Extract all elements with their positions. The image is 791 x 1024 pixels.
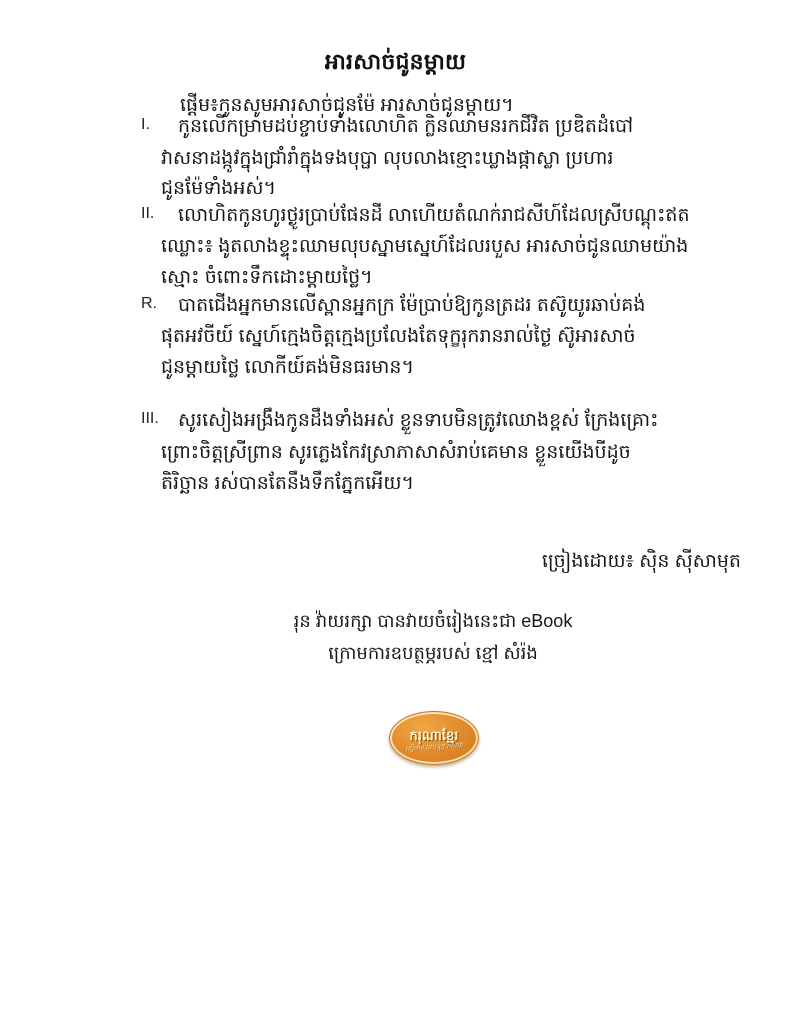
verse-line: លោហិតកូនហូរថ្ងូរប្រាប់ផែនដី លាហើយតំណក់រាជសីហ៍ដែលស្រីបណ្ដុះឥត bbox=[178, 205, 690, 226]
logo-tagline-text: ស្មើចាត ដោះទុក្ខ កសាង bbox=[405, 741, 463, 753]
typist-credit: រុន វ៉ាយរក្សា បានវាយចំរៀងនេះជា eBook bbox=[293, 611, 573, 631]
publisher-logo bbox=[389, 711, 479, 765]
document-title: អារសាច់ជូនម្ដាយ bbox=[324, 49, 467, 74]
verse-line: តិរិច្ឆាន រស់បានតែនឹងទឹកភ្នែកអើយ។ bbox=[161, 473, 414, 494]
singer-credit: ច្រៀងដោយ៖ ស៊ិន ស៊ីសាមុត bbox=[541, 551, 741, 572]
verse-line: ស្មោះ ចំពោះទឹកដោះម្ដាយថ្លៃ។ bbox=[161, 267, 373, 288]
verse-line: បាតជើងអ្នកមានលើស្ពានអ្នកក្រ ម៉ែប្រាប់ឱ្យកូនត្រដរ តស៊ូយូរឆាប់គង់ bbox=[178, 295, 646, 316]
verse-line: សូរសៀងអង្រឹងកូនដឹងទាំងអស់ ខ្លួនទាបមិនត្រូវឈោងខ្ពស់ ក្រែងគ្រោះ bbox=[178, 410, 659, 431]
verse-marker: III. bbox=[141, 410, 159, 427]
verse-line: ផុតអវចីយ៍ ស្នេហ៍ក្មេងចិត្តក្មេងប្រលែងតែទុក្ខរុករានរាល់ថ្ងៃ ស៊ូអារសាច់ bbox=[161, 326, 636, 347]
verse-line: ឈ្លោះ៖ ងូតលាងខ្ទុះឈាមលុបស្នាមស្នេហ៍ដែលរបួស អារសាច់ជូនឈាមយ៉ាង bbox=[161, 236, 689, 257]
verse-marker: I. bbox=[141, 116, 150, 133]
verse-line: កូនលើកម្រាមដប់ខ្ចាប់ទាំងលោហិត ក្លិនឈាមនរកជីវិត ប្រឌិតដំបៅ bbox=[178, 116, 634, 137]
verse-marker: II. bbox=[141, 205, 155, 222]
verse-line: វាសនាដង្កូវក្នុងជ្រាំរាំក្នុងទងបុប្ផា លុបលាងខ្មោះឃ្លាងផ្កាស្លា ប្រហារ bbox=[161, 148, 614, 169]
logo-name-text: ករុណាខ្មែរ bbox=[409, 727, 459, 743]
verse-line: ជូនម៉ែទាំងអស់។ bbox=[161, 178, 277, 199]
verse-line: ព្រោះចិត្តស្រីព្រាន សូរភ្លេងកែវស្រាភាសាសំរាប់គេមាន ខ្លួនយើងបីដូច bbox=[161, 442, 631, 463]
verse-marker: R. bbox=[141, 295, 157, 312]
verse-line: ជូនម្ដាយថ្លៃ លោកីយ៍គង់មិនធរមាន។ bbox=[161, 357, 414, 378]
opening-line: ផ្ដើម៖កូនសូមអារសាច់ជូនម៉ែ អារសាច់ជូនម្ដាយ។ bbox=[180, 95, 514, 116]
sponsor-credit: ក្រោមការឧបត្ថម្ភរបស់ ខ្មៅ សំរ៉ង bbox=[328, 643, 538, 663]
